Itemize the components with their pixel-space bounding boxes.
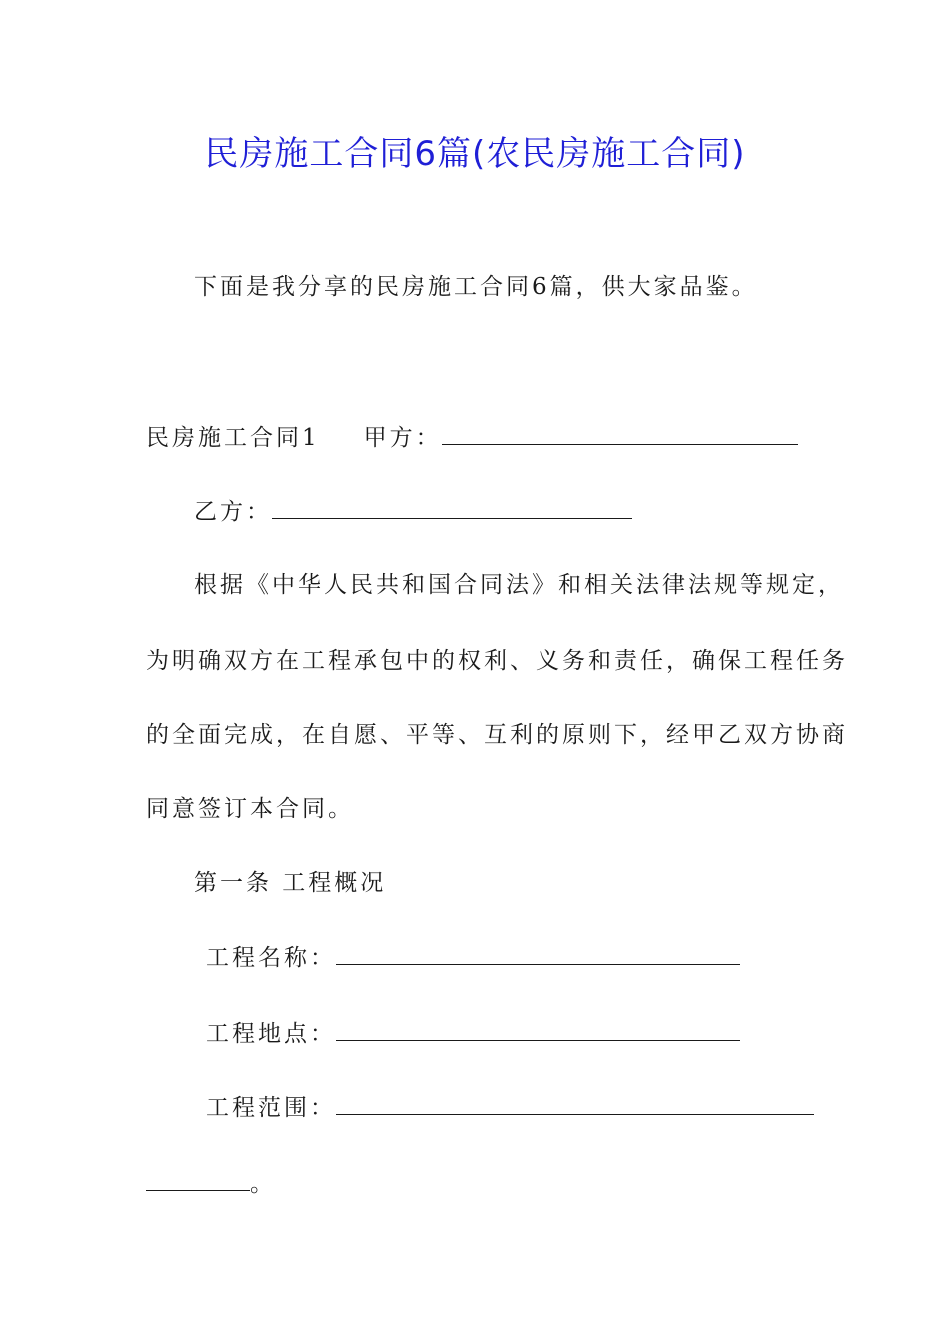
party-b-blank xyxy=(272,496,632,519)
party-a-blank xyxy=(442,422,798,445)
contract-heading: 民房施工合同1 xyxy=(146,425,320,451)
project-scope-blank xyxy=(336,1092,814,1115)
project-location-line xyxy=(206,1018,740,1049)
project-name-line xyxy=(206,942,740,973)
document-title: 民房施工合同6篇(农民房施工合同) xyxy=(204,134,746,174)
party-b-label: 乙方： xyxy=(194,499,272,525)
project-scope-label: 工程范围： xyxy=(206,1095,336,1121)
article-1-heading: 第一条 工程概况 xyxy=(194,870,387,896)
intro-paragraph: 下面是我分享的民房施工合同6篇，供大家品鉴。 xyxy=(194,274,758,300)
scope-end-mark: 。 xyxy=(250,1171,276,1197)
project-scope-line xyxy=(206,1092,814,1123)
preamble-line-3: 的全面完成，在自愿、平等、互利的原则下，经甲乙双方协商 xyxy=(146,722,848,748)
preamble-line-1: 根据《中华人民共和国合同法》和相关法律法规等规定， xyxy=(194,572,844,598)
preamble-line-2: 为明确双方在工程承包中的权利、义务和责任，确保工程任务 xyxy=(146,648,848,674)
project-location-blank xyxy=(336,1018,740,1041)
party-b-line xyxy=(194,496,632,527)
project-name-label: 工程名称： xyxy=(206,945,336,971)
project-scope-continuation xyxy=(146,1168,276,1199)
party-a-line xyxy=(146,422,798,453)
project-name-blank xyxy=(336,942,740,965)
project-scope-blank-continued xyxy=(146,1168,250,1191)
project-location-label: 工程地点： xyxy=(206,1021,336,1047)
preamble-line-4: 同意签订本合同。 xyxy=(146,796,354,822)
party-a-label: 甲方： xyxy=(363,425,442,451)
